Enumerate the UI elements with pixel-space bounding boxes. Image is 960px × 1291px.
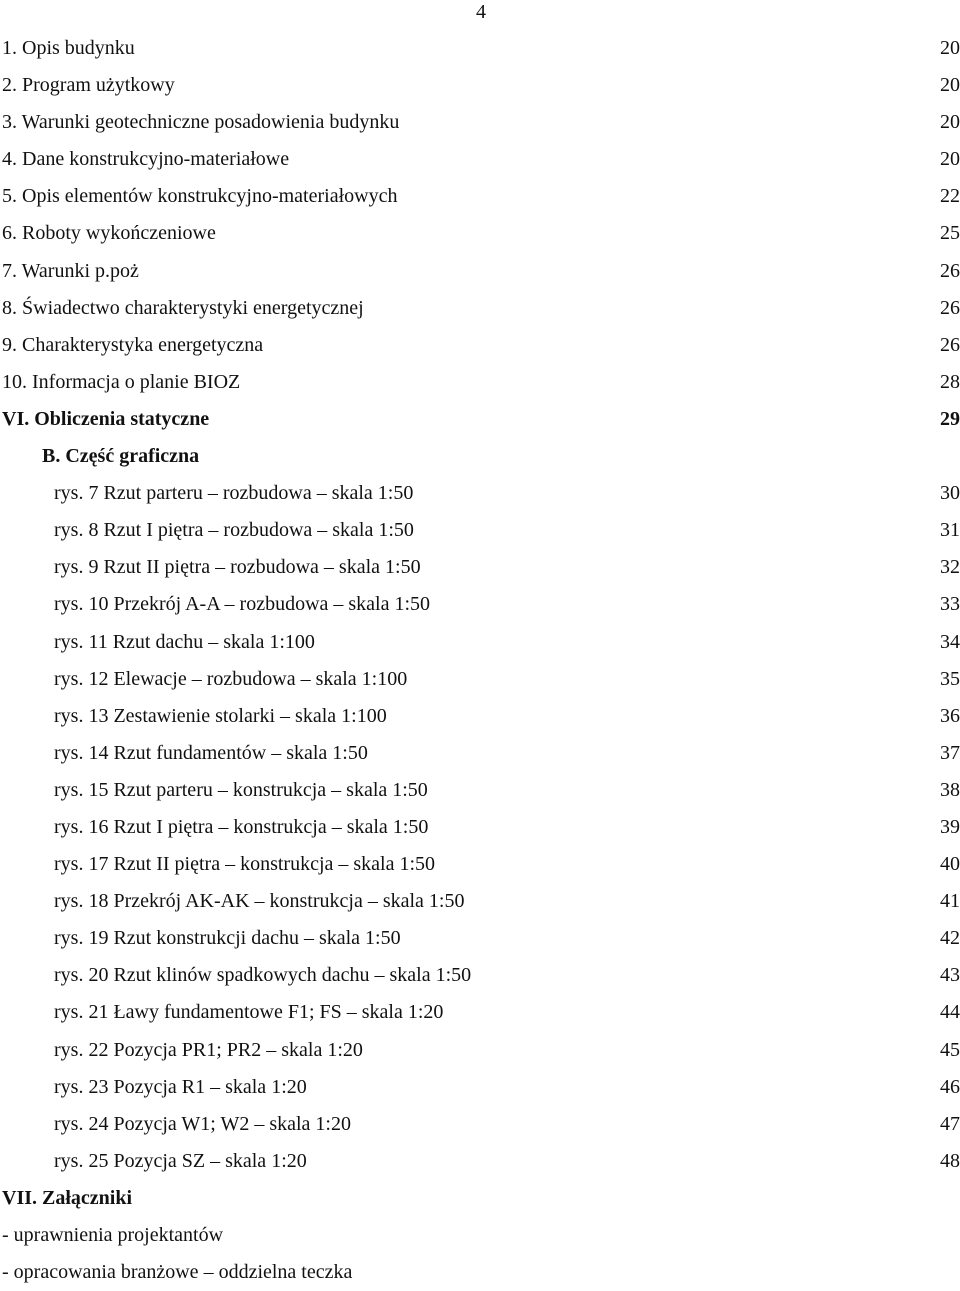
toc-entry-rys-24	[0, 1106, 960, 1143]
toc-entry-page: 34	[940, 630, 960, 653]
toc-entry-page: 41	[940, 890, 960, 913]
toc-entry-label: rys. 15 Rzut parteru – konstrukcja – skala 1:50	[54, 778, 428, 801]
toc-entry-bioz	[0, 364, 960, 401]
toc-entry-rys-16	[0, 809, 960, 846]
toc-entry-opracowania	[0, 1254, 960, 1291]
toc-entry-label: VII. Załączniki	[2, 1186, 133, 1209]
toc-entry-label: B. Część graficzna	[42, 445, 200, 468]
toc-entry-label: 7. Warunki p.poż	[2, 259, 139, 282]
toc-entry-label: rys. 10 Przekrój A-A – rozbudowa – skala 1:50	[54, 593, 431, 616]
toc-entry-label: rys. 8 Rzut I piętra – rozbudowa – skala 1:50	[54, 519, 414, 542]
toc-entry-label: rys. 25 Pozycja SZ – skala 1:20	[54, 1149, 307, 1172]
toc-entry-rys-20	[0, 957, 960, 994]
toc-entry-roboty-wykonczeniowe	[0, 215, 960, 252]
toc-entry-rys-25	[0, 1143, 960, 1180]
toc-entry-rys-13	[0, 698, 960, 735]
toc-entry-label: 6. Roboty wykończeniowe	[2, 222, 216, 245]
toc-entry-page: 20	[940, 148, 960, 171]
toc-entry-rys-22	[0, 1032, 960, 1069]
toc-entry-page: 31	[940, 519, 960, 542]
toc-entry-rys-19	[0, 920, 960, 957]
toc-section-czesc-graficzna	[0, 438, 960, 475]
toc-entry-rys-14	[0, 735, 960, 772]
toc-entry-label: 4. Dane konstrukcyjno-materiałowe	[2, 148, 290, 171]
toc-entry-label: 3. Warunki geotechniczne posadowienia budynku	[2, 111, 400, 134]
toc-entry-opis-elementow	[0, 178, 960, 215]
toc-entry-page: 45	[940, 1038, 960, 1061]
toc-entry-page: 20	[940, 74, 960, 97]
toc-entry-page: 33	[940, 593, 960, 616]
toc-entry-label: 10. Informacja o planie BIOZ	[2, 370, 241, 393]
toc-entry-page: 28	[940, 370, 960, 393]
toc-entry-rys-23	[0, 1069, 960, 1106]
toc-entry-label: rys. 14 Rzut fundamentów – skala 1:50	[54, 741, 368, 764]
toc-entry-label: - uprawnienia projektantów	[2, 1224, 224, 1246]
toc-entry-label: rys. 21 Ławy fundamentowe F1; FS – skala 1:20	[54, 1001, 444, 1024]
toc-entry-rys-15	[0, 772, 960, 809]
toc-entry-rys-9	[0, 549, 960, 586]
toc-entry-page: 20	[940, 37, 960, 59]
toc-entry-page: 35	[940, 667, 960, 690]
toc-entry-rys-8	[0, 512, 960, 549]
toc-entry-label: rys. 16 Rzut I piętra – konstrukcja – skala 1:50	[54, 815, 429, 838]
toc-entry-page: 22	[940, 185, 960, 208]
toc-entry-page: 46	[940, 1075, 960, 1098]
toc-entry-rys-7	[0, 475, 960, 512]
toc-entry-rys-21	[0, 994, 960, 1031]
toc-entry-charakterystyka	[0, 327, 960, 364]
toc-entry-label: rys. 7 Rzut parteru – rozbudowa – skala 1:50	[54, 482, 414, 505]
toc-entry-label: 1. Opis budynku	[2, 37, 135, 59]
toc-entry-label: rys. 12 Elewacje – rozbudowa – skala 1:100	[54, 667, 408, 690]
toc-entry-label: 2. Program użytkowy	[2, 74, 175, 97]
toc-entry-label: VI. Obliczenia statyczne	[2, 407, 210, 430]
toc-entry-label: rys. 17 Rzut II piętra – konstrukcja – skala 1:50	[54, 853, 436, 876]
toc-entry-label: rys. 24 Pozycja W1; W2 – skala 1:20	[54, 1112, 351, 1135]
toc-entry-page: 37	[940, 741, 960, 764]
toc-entry-swiadectwo	[0, 290, 960, 327]
toc-entry-page: 40	[940, 853, 960, 876]
toc-entry-label: 8. Świadectwo charakterystyki energetycznej	[2, 296, 364, 319]
toc-entry-warunki-ppoz	[0, 253, 960, 290]
toc-entry-label: rys. 9 Rzut II piętra – rozbudowa – skala 1:50	[54, 556, 421, 579]
toc-section-obliczenia	[0, 401, 960, 438]
toc-entry-uprawnienia	[0, 1217, 960, 1254]
toc-entry-label: rys. 22 Pozycja PR1; PR2 – skala 1:20	[54, 1038, 363, 1061]
toc-entry-page: 32	[940, 556, 960, 579]
toc-entry-opis-budynku	[0, 30, 960, 67]
toc-entry-rys-10	[0, 586, 960, 623]
table-of-contents	[0, 30, 960, 1291]
toc-entry-page: 42	[940, 927, 960, 950]
toc-entry-page: 20	[940, 111, 960, 134]
toc-entry-rys-12	[0, 661, 960, 698]
toc-entry-rys-11	[0, 624, 960, 661]
toc-entry-label: rys. 11 Rzut dachu – skala 1:100	[54, 630, 315, 653]
toc-entry-page: 39	[940, 815, 960, 838]
toc-entry-label: 5. Opis elementów konstrukcyjno-materiałowych	[2, 185, 398, 208]
toc-section-zalaczniki	[0, 1180, 960, 1217]
toc-entry-label: rys. 23 Pozycja R1 – skala 1:20	[54, 1075, 307, 1098]
toc-entry-page: 38	[940, 778, 960, 801]
toc-entry-page: 26	[940, 333, 960, 356]
toc-entry-page: 30	[940, 482, 960, 505]
toc-entry-label: rys. 18 Przekrój AK-AK – konstrukcja – skala 1:50	[54, 890, 465, 913]
toc-entry-page: 26	[940, 259, 960, 282]
toc-entry-page: 43	[940, 964, 960, 987]
toc-entry-program-uzytkowy	[0, 67, 960, 104]
toc-entry-rys-18	[0, 883, 960, 920]
toc-entry-page: 29	[940, 407, 960, 430]
toc-entry-page: 48	[940, 1149, 960, 1172]
toc-entry-label: - opracowania branżowe – oddzielna teczka	[2, 1261, 353, 1284]
toc-entry-page: 25	[940, 222, 960, 245]
page-number: 4	[476, 1, 486, 23]
toc-entry-label: rys. 13 Zestawienie stolarki – skala 1:100	[54, 704, 387, 727]
toc-entry-page: 26	[940, 296, 960, 319]
toc-entry-page: 44	[940, 1001, 960, 1024]
toc-entry-page: 47	[940, 1112, 960, 1135]
toc-entry-label: rys. 19 Rzut konstrukcji dachu – skala 1:50	[54, 927, 401, 950]
toc-entry-page: 36	[940, 704, 960, 727]
toc-entry-label: 9. Charakterystyka energetyczna	[2, 333, 264, 356]
toc-entry-warunki-geotechniczne	[0, 104, 960, 141]
toc-entry-rys-17	[0, 846, 960, 883]
toc-entry-label: rys. 20 Rzut klinów spadkowych dachu – skala 1:50	[54, 964, 472, 987]
toc-entry-dane-konstrukcyjne	[0, 141, 960, 178]
